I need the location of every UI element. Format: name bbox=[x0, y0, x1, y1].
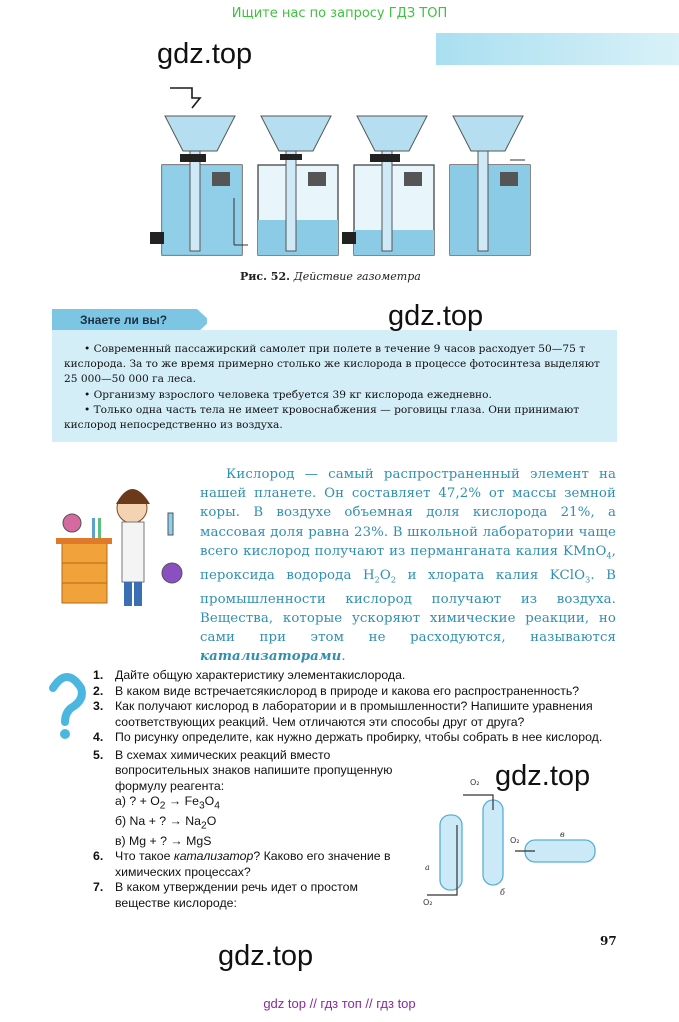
reaction-b: б) Na + ? → $Na_2O$ bbox=[115, 813, 217, 832]
watermark: gdz.top bbox=[157, 38, 253, 70]
fact: • Только одна часть тела не имеет кровоснабжения — роговицы глаза. Они принимают кислород непосредственно из воздуха. bbox=[64, 403, 580, 432]
o2-label: O₂ bbox=[510, 836, 520, 845]
gasometer-2 bbox=[234, 116, 338, 255]
top-banner: Ищите нас по запросу ГДЗ ТОП bbox=[231, 6, 448, 21]
bottom-links[interactable]: gdz top // гдз топ // гдз top bbox=[263, 996, 416, 1011]
label-a: а bbox=[425, 863, 430, 872]
scientist-illustration bbox=[52, 478, 192, 613]
watermark: gdz.top bbox=[388, 300, 484, 332]
reaction-a: а) ? + $O_2 \to Fe_3O_4$ bbox=[115, 794, 220, 812]
term-catalyst: катализаторами bbox=[200, 649, 342, 665]
question-item: 5. В схемах химических реакций вместо вопросительных знаков напишите пропущенную формулу реагента: bbox=[93, 747, 393, 793]
reaction-c: в) Mg + ? → MgS bbox=[115, 833, 212, 848]
figure-caption: Рис. 52. Действие газометра bbox=[240, 270, 421, 283]
question-item: 4. По рисунку определите, как нужно держать пробирку, чтобы собрать в нее кислород. bbox=[93, 730, 603, 744]
label-v: в bbox=[560, 830, 565, 839]
label-b: б bbox=[500, 888, 505, 897]
question-item: 3. Как получают кислород в лаборатории и в промышленности? Напишите уравнения соответствующих реакций. Чем отличаются эти способы друг от друга? bbox=[93, 699, 593, 729]
fact: • Организму взрослого человека требуется 39 кг кислорода ежедневно. bbox=[84, 388, 492, 401]
o2-label: O₂ bbox=[470, 778, 480, 787]
o2-label: O₂ bbox=[423, 898, 433, 907]
page-number: 97 bbox=[600, 934, 617, 948]
question-item: 1. Дайте общую характеристику элементакислорода. bbox=[93, 668, 406, 682]
gasometer-1 bbox=[150, 116, 242, 255]
did-you-know-text bbox=[64, 342, 609, 433]
question-item: 6. Что такое катализатор? Каково его значение в химических процессах? bbox=[93, 849, 391, 879]
question-item: 2. В каком виде встречаетсякислород в природе и какова его распространенность? bbox=[93, 683, 580, 698]
main-paragraph: Кислород — самый распространенный элемент на нашей планете. Он составляет 47,2% от массы земной коры. В воздухе объемная доля кислорода 21%, а массовая доля равна 23%. В школьной лаборатории чаще всего кислород получают из перманганата калия KMnO$_4$, пероксида водорода $H_2O_2$ и хлората калия KClO$_3$. В промышленности кислород получают из воздуха. Вещества, которые ускоряют химические реакции, но сами при этом не расходуются, называются катализаторами. bbox=[200, 467, 616, 665]
watermark: gdz.top bbox=[218, 940, 314, 972]
did-you-know-title: Знаете ли вы? bbox=[80, 313, 168, 327]
gasometer-figure bbox=[130, 80, 550, 265]
header-strip bbox=[436, 33, 679, 65]
arrow-icon bbox=[170, 88, 200, 108]
test-tube-diagram bbox=[415, 775, 600, 915]
gasometer-3 bbox=[342, 116, 434, 255]
watermark: gdz.top bbox=[495, 760, 591, 792]
question-mark-icon bbox=[43, 668, 91, 740]
question-item: 7. В каком утверждении речь идет о простом веществе кислороде: bbox=[93, 880, 358, 910]
fact: • Современный пассажирский самолет при полете в течение 9 часов расходует 50—75 т кислорода. За то же время примерно столько же кислорода в процессе фотосинтеза выделяют 25 000—50 000 га леса. bbox=[64, 343, 600, 386]
gasometer-4 bbox=[450, 116, 530, 255]
